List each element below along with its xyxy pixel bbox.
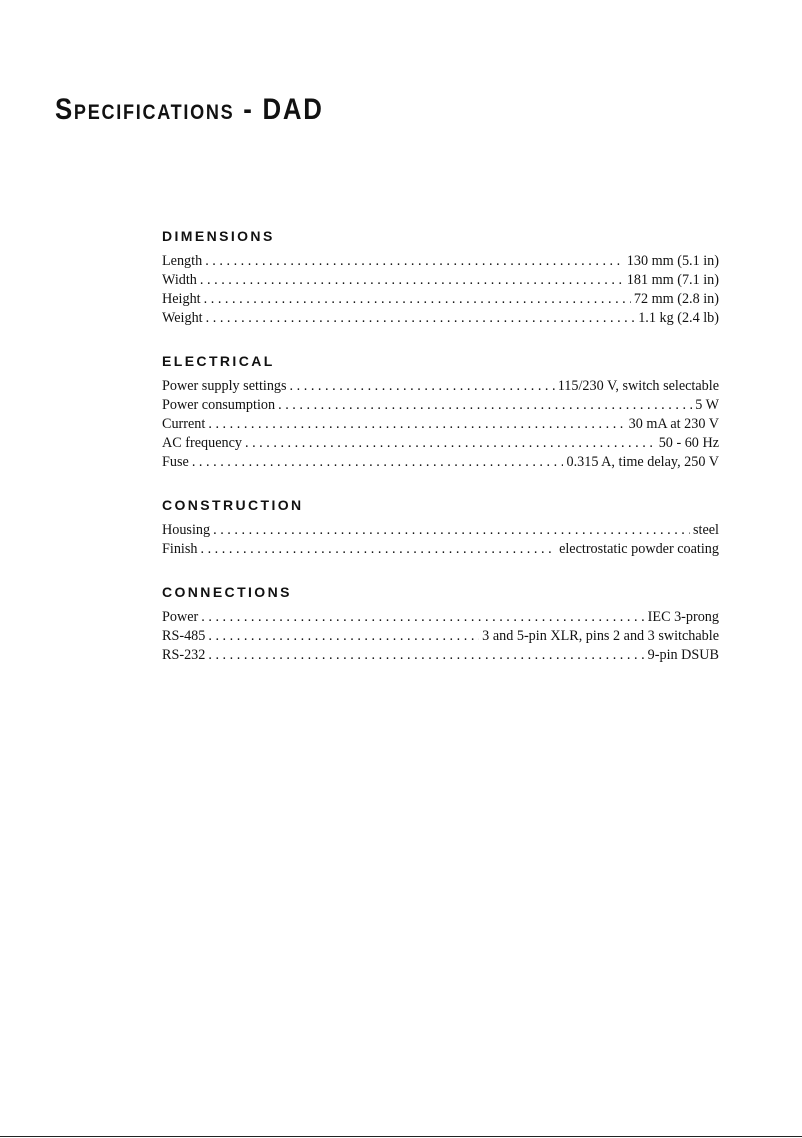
spec-label: Current [162,416,206,432]
section-dimensions [162,226,719,328]
spec-label: Finish [162,541,198,557]
spec-label: Power consumption [162,397,276,413]
spec-value: 130 mm (5.1 in) [626,253,719,269]
spec-label: RS-232 [162,647,206,663]
specifications-list [162,226,719,688]
dot-leader [206,309,636,328]
spec-row-finish [162,540,719,559]
spec-label: AC frequency [162,435,242,451]
section-electrical [162,351,719,472]
spec-row-fuse [162,453,719,472]
spec-value: 3 and 5-pin XLR, pins 2 and 3 switchable [482,628,719,644]
dot-leader [208,627,479,646]
spec-row-power-consumption [162,396,719,415]
dot-leader [200,540,556,559]
spec-label: Height [162,291,201,307]
spec-label: Power [162,609,199,625]
section-construction [162,495,719,559]
spec-value: 9-pin DSUB [647,647,719,663]
dot-leader [208,646,644,665]
spec-value: 72 mm (2.8 in) [633,291,719,307]
dot-leader [204,290,631,309]
spec-value: 1.1 kg (2.4 lb) [638,310,719,326]
spec-value: 181 mm (7.1 in) [626,272,719,288]
spec-row-ac-frequency [162,434,719,453]
spec-value: 50 - 60 Hz [658,435,719,451]
dot-leader [290,377,555,396]
spec-label: Length [162,253,203,269]
spec-row-height [162,290,719,309]
section-heading: CONSTRUCTION [162,497,304,513]
dot-leader [208,415,625,434]
spec-value: steel [693,522,719,538]
section-connections [162,582,719,665]
spec-label: RS-485 [162,628,206,644]
dot-leader [205,252,624,271]
dot-leader [245,434,656,453]
page-bottom-rule [0,1136,802,1137]
spec-label: Weight [162,310,203,326]
spec-value: 5 W [695,397,719,413]
section-heading: ELECTRICAL [162,353,275,369]
dot-leader [213,521,690,540]
spec-row-rs-232 [162,646,719,665]
dot-leader [201,608,644,627]
spec-row-housing [162,521,719,540]
spec-value: 0.315 A, time delay, 250 V [566,454,719,470]
spec-value: 30 mA at 230 V [628,416,719,432]
spec-row-length [162,252,719,271]
spec-value: IEC 3-prong [647,609,719,625]
dot-leader [200,271,624,290]
spec-row-weight [162,309,719,328]
section-heading: DIMENSIONS [162,228,275,244]
spec-label: Fuse [162,454,189,470]
spec-row-current [162,415,719,434]
spec-row-rs-485 [162,627,719,646]
spec-row-power [162,608,719,627]
spec-label: Width [162,272,197,288]
dot-leader [192,453,564,472]
spec-row-power-supply-settings [162,377,719,396]
section-heading: CONNECTIONS [162,584,292,600]
spec-label: Housing [162,522,211,538]
spec-value: 115/230 V, switch selectable [557,378,719,394]
dot-leader [278,396,692,415]
spec-value: electrostatic powder coating [559,541,719,557]
spec-row-width [162,271,719,290]
spec-label: Power supply settings [162,378,287,394]
page-title: Specifications - DAD [55,93,324,126]
